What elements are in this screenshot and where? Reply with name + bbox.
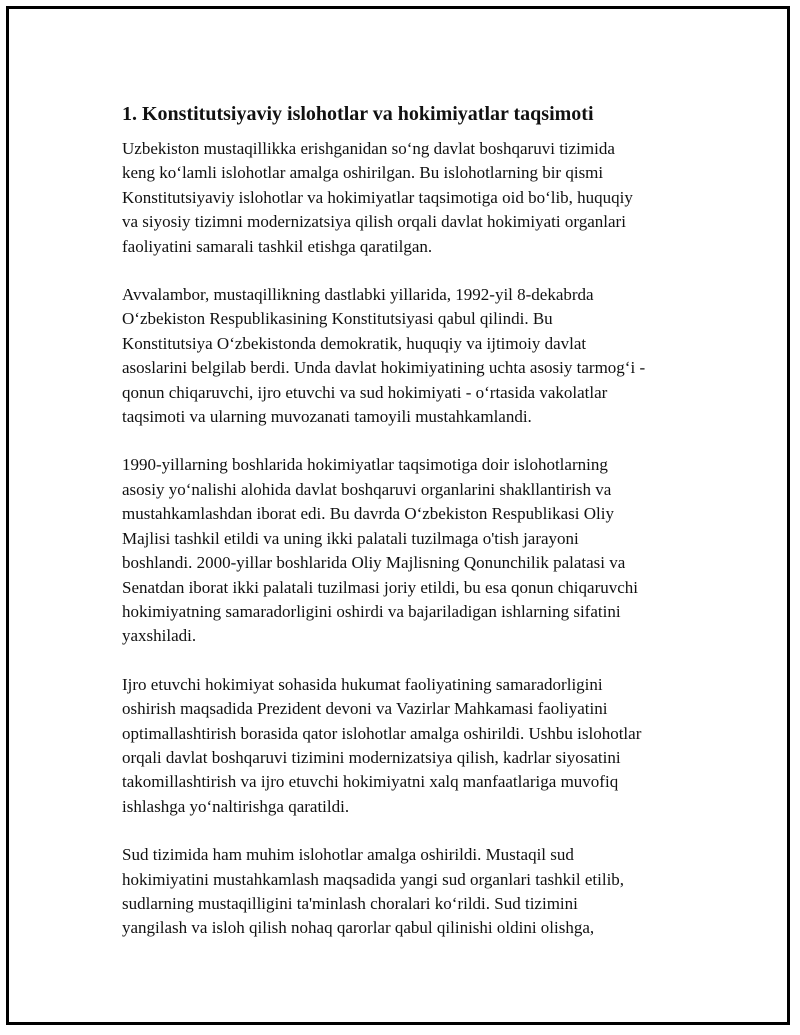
text-line: Konstitutsiyaviy islohotlar va hokimiyatlar taqsimotiga oid bo‘lib, huquqiy <box>122 187 633 207</box>
text-line: faoliyatini samarali tashkil etishga qaratilgan. <box>122 236 433 256</box>
text-line: asosiy yo‘nalishi alohida davlat boshqaruvi organlarini shakllantirish va <box>122 479 612 499</box>
paragraph <box>122 673 702 819</box>
paragraph <box>122 137 702 259</box>
text-line: Senatdan iborat ikki palatali tuzilmasi joriy etildi, bu esa qonun chiqaruvchi <box>122 577 639 597</box>
text-line: 1990-yillarning boshlarida hokimiyatlar taqsimotiga doir islohotlarning <box>122 455 608 475</box>
paragraph <box>122 453 702 648</box>
document-body <box>122 137 702 941</box>
text-line: Avvalambor, mustaqillikning dastlabki yillarida, 1992-yil 8-dekabrda <box>122 285 594 305</box>
text-line: yaxshiladi. <box>122 626 197 646</box>
text-line: Konstitutsiya O‘zbekistonda demokratik, huquqiy va ijtimoiy davlat <box>122 333 587 353</box>
text-line: ishlashga yo‘naltirishga qaratildi. <box>122 796 350 816</box>
text-line: O‘zbekiston Respublikasining Konstitutsiyasi qabul qilindi. Bu <box>122 309 553 329</box>
text-line: hokimiyatning samaradorligini oshirdi va bajariladigan ishlarning sifatini <box>122 601 621 621</box>
text-line: oshirish maqsadida Prezident devoni va Vazirlar Mahkamasi faoliyatini <box>122 699 608 719</box>
text-line: optimallashtirish borasida qator islohotlar amalga oshirildi. Ushbu islohotlar <box>122 723 642 743</box>
text-line: taqsimoti va ularning muvozanati tamoyili mustahkamlandi. <box>122 407 532 427</box>
document-content <box>122 101 702 965</box>
text-line: sudlarning mustaqilligini ta'minlash choralari ko‘rildi. Sud tizimini <box>122 893 578 913</box>
text-line: asoslarini belgilab berdi. Unda davlat hokimiyatining uchta asosiy tarmog‘i - <box>122 358 646 378</box>
paragraph <box>122 843 702 941</box>
text-line: Ijro etuvchi hokimiyat sohasida hukumat faoliyatining samaradorligini <box>122 674 603 694</box>
text-line: orqali davlat boshqaruvi tizimini modernizatsiya qilish, kadrlar siyosatini <box>122 747 621 767</box>
text-line: Majlisi tashkil etildi va uning ikki palatali tuzilmaga o'tish jarayoni <box>122 528 579 548</box>
text-line: Sud tizimida ham muhim islohotlar amalga oshirildi. Mustaqil sud <box>122 845 574 865</box>
text-line: mustahkamlashdan iborat edi. Bu davrda O‘zbekiston Respublikasi Oliy <box>122 504 614 524</box>
page-frame <box>6 6 790 1025</box>
text-line: takomillashtirish va ijro etuvchi hokimiyatni xalq manfaatlariga muvofiq <box>122 772 619 792</box>
text-line: va siyosiy tizimni modernizatsiya qilish orqali davlat hokimiyati organlari <box>122 212 626 232</box>
text-line: yangilash va isloh qilish nohaq qarorlar qabul qilinishi oldini olishga, <box>122 918 595 938</box>
text-line: Uzbekiston mustaqillikka erishganidan so‘ng davlat boshqaruvi tizimida <box>122 139 615 158</box>
paragraph <box>122 283 702 429</box>
text-line: keng ko‘lamli islohotlar amalga oshirilgan. Bu islohotlarning bir qismi <box>122 163 604 183</box>
text-line: hokimiyatini mustahkamlash maqsadida yangi sud organlari tashkil etilib, <box>122 869 625 889</box>
text-line: qonun chiqaruvchi, ijro etuvchi va sud hokimiyati - o‘rtasida vakolatlar <box>122 382 608 402</box>
document-title: 1. Konstitutsiyaviy islohotlar va hokimiyatlar taqsimoti <box>122 103 594 125</box>
text-line: boshlandi. 2000-yillar boshlarida Oliy Majlisning Qonunchilik palatasi va <box>122 553 626 573</box>
